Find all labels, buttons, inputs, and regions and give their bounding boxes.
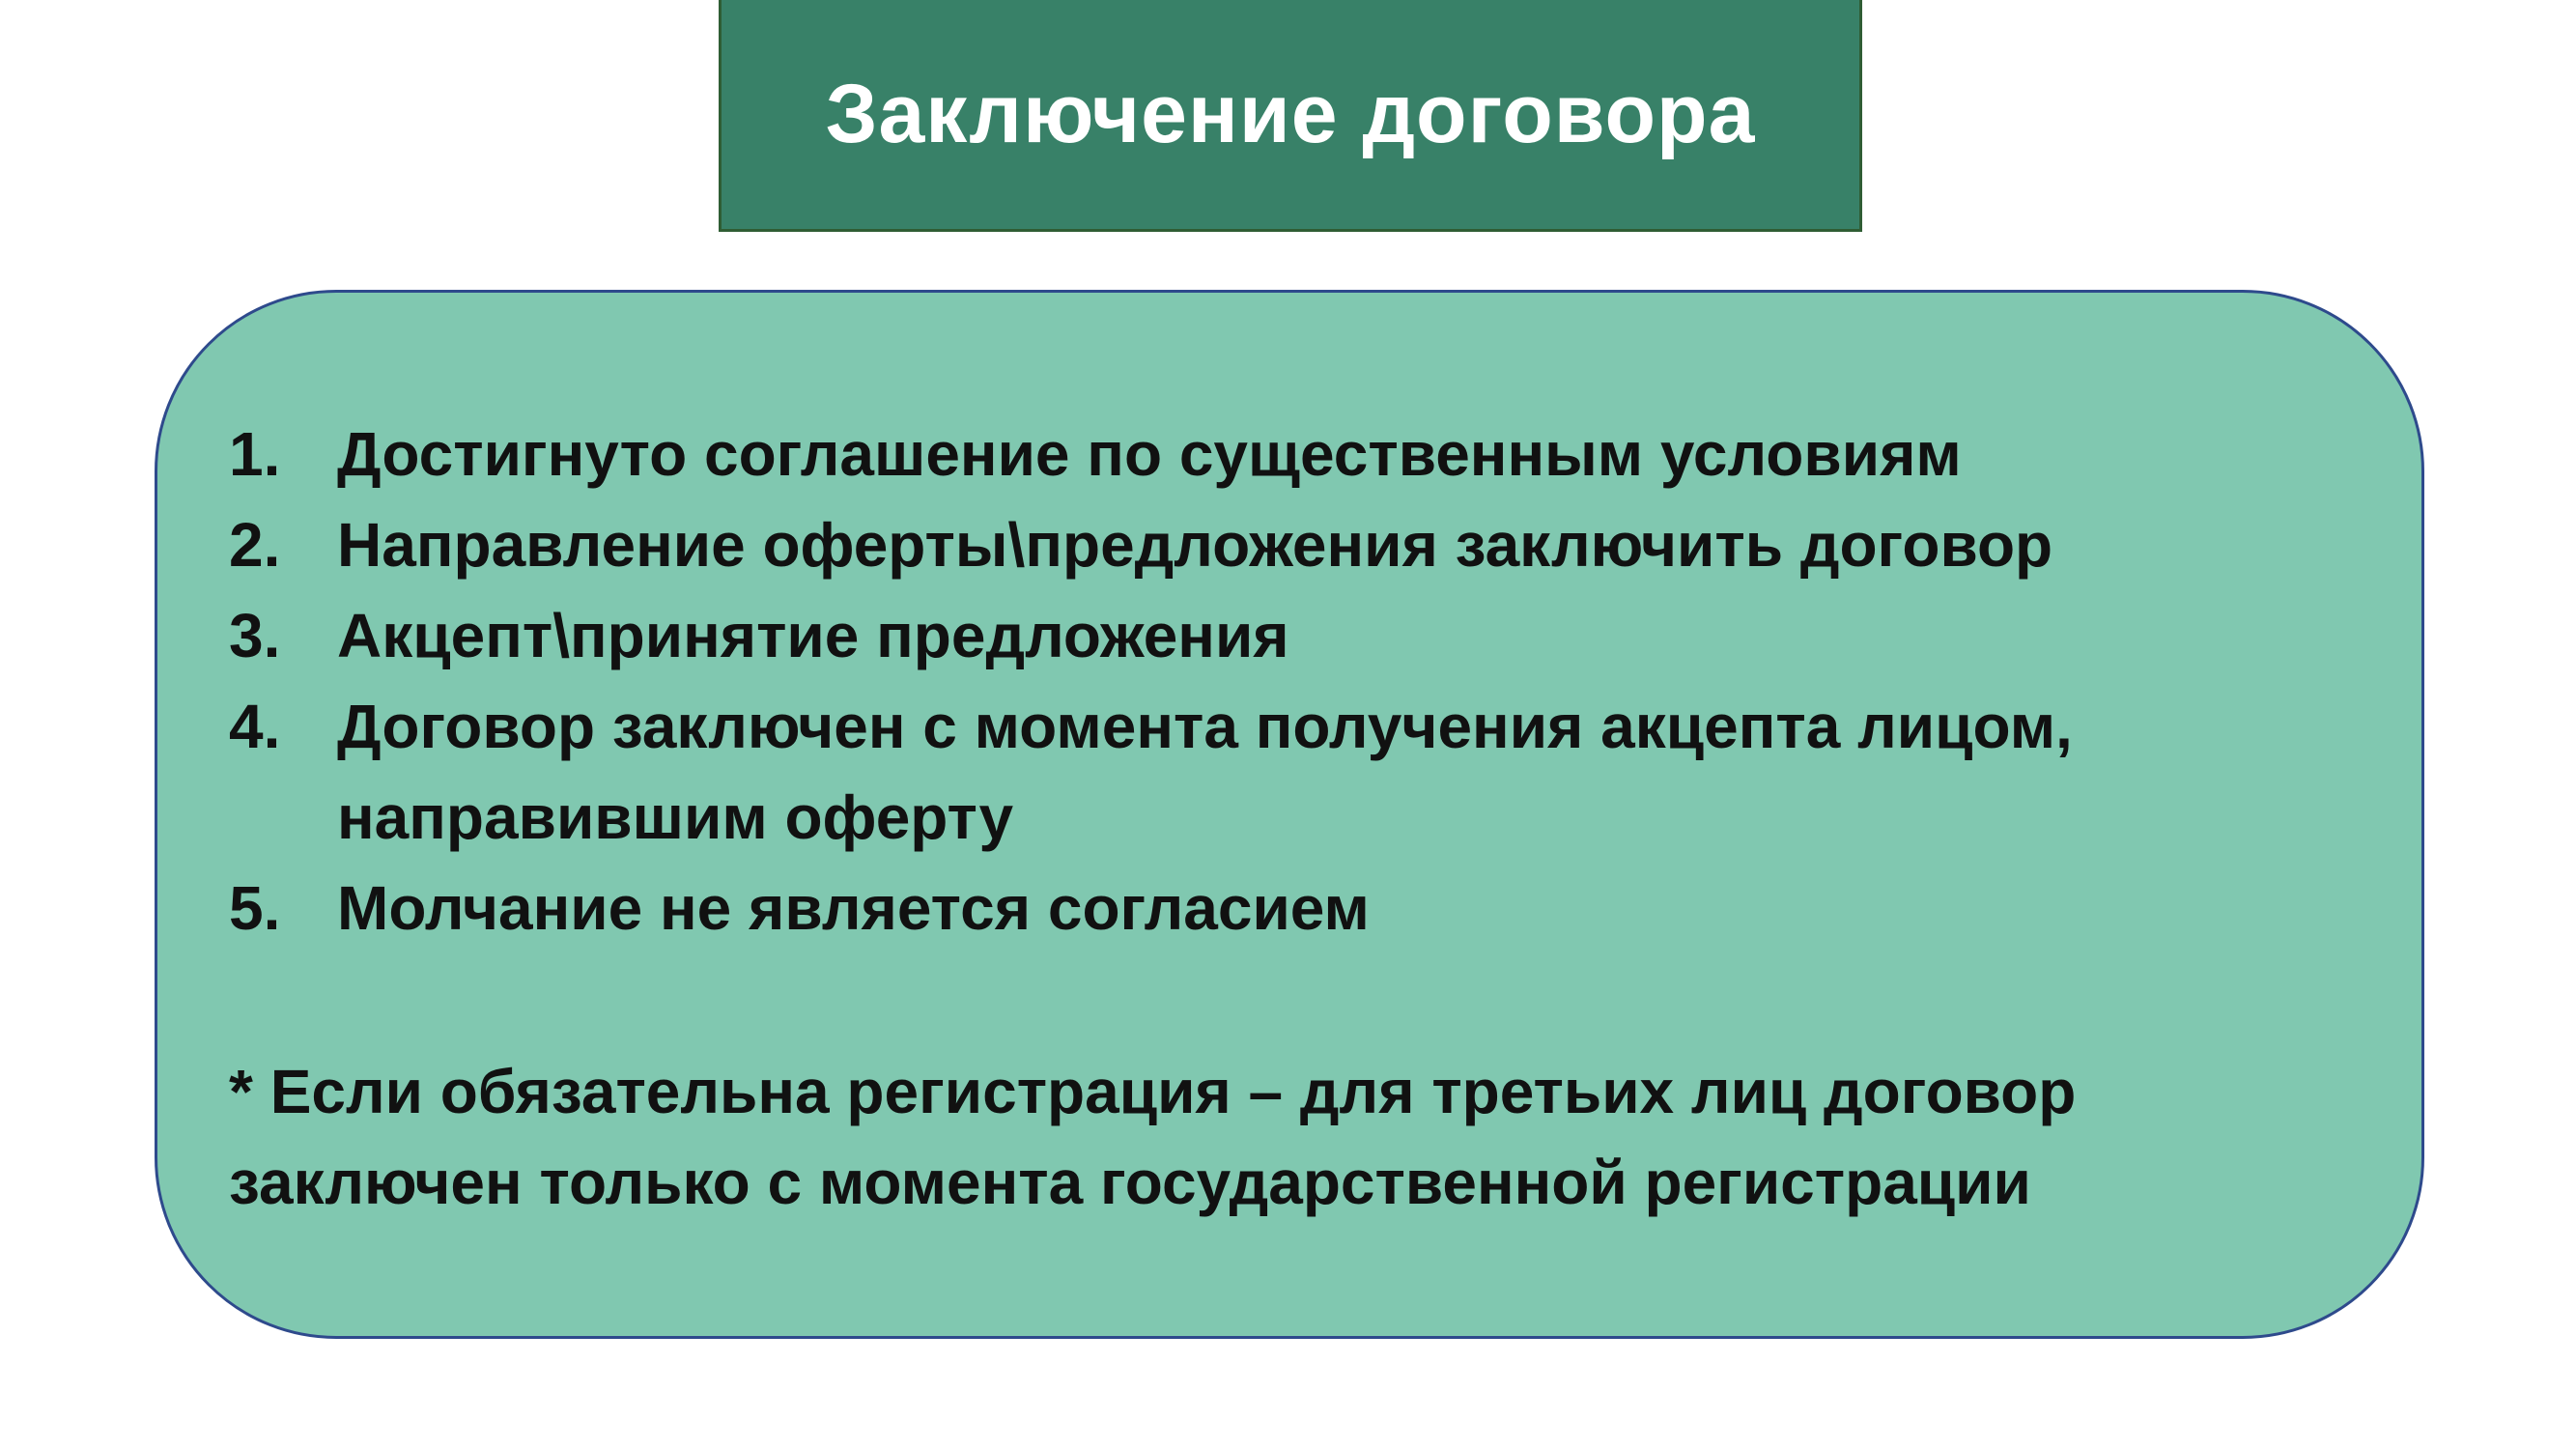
- list-item: [229, 590, 2354, 681]
- step-text: Достигнуто соглашение по существенным условиям: [337, 419, 1962, 489]
- list-item: [229, 863, 2354, 953]
- step-number: 3.: [229, 601, 281, 670]
- step-number: 1.: [229, 419, 281, 489]
- registration-note: * Если обязательна регистрация – для третьих лиц договор заключен только с момента государственной регистрации: [229, 1057, 2077, 1217]
- steps-list: [229, 409, 2354, 953]
- step-text: Молчание не является согласием: [337, 873, 1370, 943]
- step-number: 2.: [229, 510, 281, 580]
- step-number: 4.: [229, 692, 281, 761]
- list-item: [229, 499, 2354, 590]
- step-number: 5.: [229, 873, 281, 943]
- content-panel: [155, 290, 2424, 1339]
- title-banner: [719, 0, 1862, 232]
- step-text: Акцепт\принятие предложения: [337, 601, 1289, 670]
- step-text: Направление оферты\предложения заключить договор: [337, 510, 2053, 580]
- list-item: [229, 681, 2354, 863]
- page-title: Заключение договора: [825, 67, 1756, 160]
- step-text: Договор заключен с момента получения акцепта лицом, направившим оферту: [337, 692, 2073, 852]
- list-item: [229, 409, 2354, 499]
